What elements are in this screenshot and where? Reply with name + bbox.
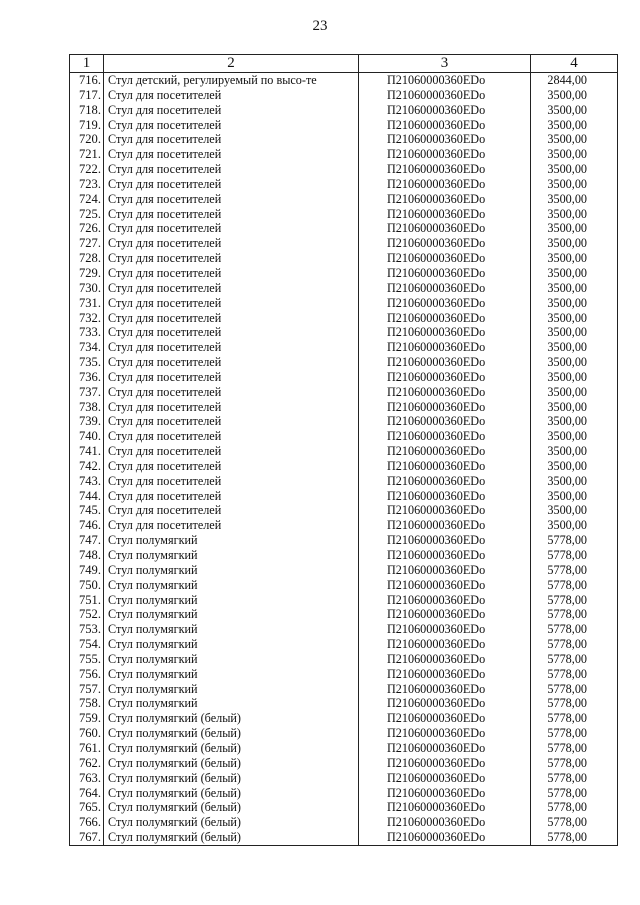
- table-row: [70, 667, 618, 682]
- item-code: П21060000360EDo: [359, 414, 531, 429]
- table-row: [70, 474, 618, 489]
- item-code: П21060000360EDo: [359, 207, 531, 222]
- item-price: 5778,00: [531, 667, 618, 682]
- item-name: Стул полумягкий: [104, 682, 359, 697]
- item-name: Стул полумягкий (белый): [104, 741, 359, 756]
- item-code: П21060000360EDo: [359, 444, 531, 459]
- item-name: Стул для посетителей: [104, 177, 359, 192]
- table-row: [70, 800, 618, 815]
- row-number: 717.: [70, 88, 104, 103]
- item-name: Стул полумягкий (белый): [104, 800, 359, 815]
- table-row: [70, 266, 618, 281]
- table-row: [70, 429, 618, 444]
- row-number: 754.: [70, 637, 104, 652]
- column-header-2: 2: [104, 55, 359, 73]
- item-price: 3500,00: [531, 118, 618, 133]
- item-price: 2844,00: [531, 73, 618, 88]
- item-code: П21060000360EDo: [359, 503, 531, 518]
- item-code: П21060000360EDo: [359, 296, 531, 311]
- item-code: П21060000360EDo: [359, 147, 531, 162]
- item-code: П21060000360EDo: [359, 325, 531, 340]
- table-body: [70, 73, 618, 846]
- table-row: [70, 548, 618, 563]
- item-price: 3500,00: [531, 444, 618, 459]
- item-code: П21060000360EDo: [359, 652, 531, 667]
- item-price: 3500,00: [531, 518, 618, 533]
- item-price: 3500,00: [531, 236, 618, 251]
- item-code: П21060000360EDo: [359, 741, 531, 756]
- item-code: П21060000360EDo: [359, 800, 531, 815]
- table-row: [70, 711, 618, 726]
- row-number: 732.: [70, 311, 104, 326]
- item-name: Стул полумягкий: [104, 637, 359, 652]
- item-price: 5778,00: [531, 711, 618, 726]
- item-price: 3500,00: [531, 340, 618, 355]
- item-name: Стул для посетителей: [104, 355, 359, 370]
- table-row: [70, 103, 618, 118]
- item-name: Стул для посетителей: [104, 192, 359, 207]
- row-number: 720.: [70, 132, 104, 147]
- row-number: 767.: [70, 830, 104, 845]
- item-name: Стул для посетителей: [104, 221, 359, 236]
- table-row: [70, 221, 618, 236]
- table-row: [70, 771, 618, 786]
- item-name: Стул для посетителей: [104, 385, 359, 400]
- item-price: 3500,00: [531, 311, 618, 326]
- row-number: 727.: [70, 236, 104, 251]
- row-number: 757.: [70, 682, 104, 697]
- item-name: Стул для посетителей: [104, 236, 359, 251]
- row-number: 746.: [70, 518, 104, 533]
- item-price: 5778,00: [531, 726, 618, 741]
- row-number: 739.: [70, 414, 104, 429]
- item-name: Стул полумягкий: [104, 652, 359, 667]
- item-code: П21060000360EDo: [359, 429, 531, 444]
- row-number: 730.: [70, 281, 104, 296]
- item-name: Стул для посетителей: [104, 147, 359, 162]
- table-row: [70, 207, 618, 222]
- item-code: П21060000360EDo: [359, 563, 531, 578]
- item-name: Стул для посетителей: [104, 88, 359, 103]
- item-name: Стул для посетителей: [104, 429, 359, 444]
- item-code: П21060000360EDo: [359, 251, 531, 266]
- row-number: 753.: [70, 622, 104, 637]
- row-number: 719.: [70, 118, 104, 133]
- row-number: 744.: [70, 489, 104, 504]
- item-price: 3500,00: [531, 474, 618, 489]
- item-code: П21060000360EDo: [359, 711, 531, 726]
- item-name: Стул для посетителей: [104, 296, 359, 311]
- table-row: [70, 132, 618, 147]
- item-name: Стул для посетителей: [104, 340, 359, 355]
- table-row: [70, 637, 618, 652]
- item-name: Стул полумягкий: [104, 622, 359, 637]
- item-price: 5778,00: [531, 607, 618, 622]
- item-code: П21060000360EDo: [359, 118, 531, 133]
- table-row: [70, 340, 618, 355]
- item-price: 3500,00: [531, 414, 618, 429]
- table-row: [70, 88, 618, 103]
- row-number: 734.: [70, 340, 104, 355]
- item-name: Стул полумягкий (белый): [104, 830, 359, 845]
- item-name: Стул для посетителей: [104, 118, 359, 133]
- row-number: 726.: [70, 221, 104, 236]
- item-code: П21060000360EDo: [359, 726, 531, 741]
- item-code: П21060000360EDo: [359, 162, 531, 177]
- item-price: 3500,00: [531, 355, 618, 370]
- item-name: Стул для посетителей: [104, 311, 359, 326]
- row-number: 764.: [70, 786, 104, 801]
- row-number: 752.: [70, 607, 104, 622]
- row-number: 724.: [70, 192, 104, 207]
- item-price: 3500,00: [531, 88, 618, 103]
- item-code: П21060000360EDo: [359, 578, 531, 593]
- item-price: 3500,00: [531, 385, 618, 400]
- item-price: 3500,00: [531, 103, 618, 118]
- item-code: П21060000360EDo: [359, 667, 531, 682]
- item-code: П21060000360EDo: [359, 236, 531, 251]
- item-name: Стул для посетителей: [104, 281, 359, 296]
- table-row: [70, 459, 618, 474]
- item-code: П21060000360EDo: [359, 459, 531, 474]
- table-row: [70, 355, 618, 370]
- item-price: 5778,00: [531, 622, 618, 637]
- table-row: [70, 593, 618, 608]
- item-price: 5778,00: [531, 652, 618, 667]
- row-number: 718.: [70, 103, 104, 118]
- row-number: 733.: [70, 325, 104, 340]
- row-number: 756.: [70, 667, 104, 682]
- item-code: П21060000360EDo: [359, 682, 531, 697]
- table-row: [70, 533, 618, 548]
- item-price: 3500,00: [531, 400, 618, 415]
- table-row: [70, 830, 618, 845]
- table-row: [70, 192, 618, 207]
- row-number: 755.: [70, 652, 104, 667]
- item-name: Стул полумягкий (белый): [104, 711, 359, 726]
- item-price: 3500,00: [531, 266, 618, 281]
- item-price: 3500,00: [531, 132, 618, 147]
- item-price: 5778,00: [531, 563, 618, 578]
- row-number: 749.: [70, 563, 104, 578]
- table-row: [70, 385, 618, 400]
- row-number: 751.: [70, 593, 104, 608]
- item-name: Стул для посетителей: [104, 103, 359, 118]
- table-row: [70, 489, 618, 504]
- item-price: 5778,00: [531, 533, 618, 548]
- row-number: 759.: [70, 711, 104, 726]
- row-number: 728.: [70, 251, 104, 266]
- item-code: П21060000360EDo: [359, 355, 531, 370]
- row-number: 748.: [70, 548, 104, 563]
- item-name: Стул полумягкий (белый): [104, 786, 359, 801]
- item-price: 3500,00: [531, 192, 618, 207]
- row-number: 737.: [70, 385, 104, 400]
- item-price: 5778,00: [531, 756, 618, 771]
- item-price: 5778,00: [531, 771, 618, 786]
- column-header-3: 3: [359, 55, 531, 73]
- item-price: 3500,00: [531, 251, 618, 266]
- item-code: П21060000360EDo: [359, 815, 531, 830]
- table-row: [70, 696, 618, 711]
- item-name: Стул для посетителей: [104, 459, 359, 474]
- item-code: П21060000360EDo: [359, 637, 531, 652]
- row-number: 742.: [70, 459, 104, 474]
- item-code: П21060000360EDo: [359, 533, 531, 548]
- row-number: 766.: [70, 815, 104, 830]
- row-number: 738.: [70, 400, 104, 415]
- item-name: Стул полумягкий: [104, 548, 359, 563]
- row-number: 735.: [70, 355, 104, 370]
- table-row: [70, 756, 618, 771]
- item-price: 3500,00: [531, 489, 618, 504]
- table-row: [70, 622, 618, 637]
- item-code: П21060000360EDo: [359, 756, 531, 771]
- item-code: П21060000360EDo: [359, 474, 531, 489]
- table-row: [70, 162, 618, 177]
- item-price: 3500,00: [531, 429, 618, 444]
- item-name: Стул полумягкий: [104, 696, 359, 711]
- item-name: Стул для посетителей: [104, 325, 359, 340]
- item-name: Стул для посетителей: [104, 400, 359, 415]
- row-number: 758.: [70, 696, 104, 711]
- item-code: П21060000360EDo: [359, 311, 531, 326]
- table-row: [70, 177, 618, 192]
- table-row: [70, 400, 618, 415]
- item-name: Стул полумягкий: [104, 533, 359, 548]
- item-code: П21060000360EDo: [359, 548, 531, 563]
- item-price: 5778,00: [531, 682, 618, 697]
- table-row: [70, 147, 618, 162]
- item-name: Стул полумягкий: [104, 593, 359, 608]
- row-number: 763.: [70, 771, 104, 786]
- row-number: 722.: [70, 162, 104, 177]
- item-name: Стул полумягкий: [104, 607, 359, 622]
- row-number: 723.: [70, 177, 104, 192]
- item-code: П21060000360EDo: [359, 593, 531, 608]
- item-code: П21060000360EDo: [359, 281, 531, 296]
- table-row: [70, 563, 618, 578]
- table-row: [70, 296, 618, 311]
- item-code: П21060000360EDo: [359, 132, 531, 147]
- item-name: Стул для посетителей: [104, 207, 359, 222]
- item-price: 5778,00: [531, 830, 618, 845]
- item-name: Стул для посетителей: [104, 444, 359, 459]
- table-row: [70, 251, 618, 266]
- table-row: [70, 73, 618, 88]
- item-price: 3500,00: [531, 281, 618, 296]
- item-name: Стул для посетителей: [104, 518, 359, 533]
- row-number: 741.: [70, 444, 104, 459]
- item-name: Стул полумягкий: [104, 667, 359, 682]
- item-name: Стул полумягкий: [104, 563, 359, 578]
- table-header: [70, 55, 618, 73]
- row-number: 760.: [70, 726, 104, 741]
- item-price: 3500,00: [531, 325, 618, 340]
- item-code: П21060000360EDo: [359, 786, 531, 801]
- inventory-table-container: [69, 54, 617, 846]
- row-number: 716.: [70, 73, 104, 88]
- item-code: П21060000360EDo: [359, 489, 531, 504]
- item-name: Стул для посетителей: [104, 414, 359, 429]
- table-row: [70, 815, 618, 830]
- inventory-table: [69, 54, 618, 846]
- row-number: 745.: [70, 503, 104, 518]
- item-name: Стул для посетителей: [104, 474, 359, 489]
- table-row: [70, 652, 618, 667]
- item-code: П21060000360EDo: [359, 221, 531, 236]
- table-row: [70, 414, 618, 429]
- row-number: 750.: [70, 578, 104, 593]
- item-name: Стул для посетителей: [104, 132, 359, 147]
- table-row: [70, 786, 618, 801]
- item-code: П21060000360EDo: [359, 192, 531, 207]
- table-row: [70, 503, 618, 518]
- item-name: Стул для посетителей: [104, 162, 359, 177]
- column-header-4: 4: [531, 55, 618, 73]
- item-name: Стул для посетителей: [104, 266, 359, 281]
- item-name: Стул для посетителей: [104, 251, 359, 266]
- row-number: 731.: [70, 296, 104, 311]
- row-number: 761.: [70, 741, 104, 756]
- table-row: [70, 741, 618, 756]
- item-code: П21060000360EDo: [359, 696, 531, 711]
- header-row: [70, 55, 618, 73]
- item-price: 3500,00: [531, 177, 618, 192]
- item-code: П21060000360EDo: [359, 177, 531, 192]
- item-price: 3500,00: [531, 370, 618, 385]
- table-row: [70, 726, 618, 741]
- table-row: [70, 236, 618, 251]
- item-price: 3500,00: [531, 459, 618, 474]
- row-number: 729.: [70, 266, 104, 281]
- row-number: 740.: [70, 429, 104, 444]
- item-name: Стул полумягкий (белый): [104, 726, 359, 741]
- item-price: 5778,00: [531, 800, 618, 815]
- item-code: П21060000360EDo: [359, 340, 531, 355]
- table-row: [70, 370, 618, 385]
- table-row: [70, 518, 618, 533]
- item-price: 3500,00: [531, 503, 618, 518]
- row-number: 743.: [70, 474, 104, 489]
- item-price: 5778,00: [531, 786, 618, 801]
- table-row: [70, 444, 618, 459]
- table-row: [70, 578, 618, 593]
- row-number: 765.: [70, 800, 104, 815]
- item-name: Стул полумягкий: [104, 578, 359, 593]
- item-name: Стул полумягкий (белый): [104, 756, 359, 771]
- item-code: П21060000360EDo: [359, 400, 531, 415]
- table-row: [70, 118, 618, 133]
- row-number: 721.: [70, 147, 104, 162]
- item-code: П21060000360EDo: [359, 266, 531, 281]
- item-name: Стул детский, регулируемый по высо-те: [104, 73, 359, 88]
- item-name: Стул для посетителей: [104, 489, 359, 504]
- row-number: 747.: [70, 533, 104, 548]
- item-price: 3500,00: [531, 147, 618, 162]
- item-price: 5778,00: [531, 578, 618, 593]
- item-code: П21060000360EDo: [359, 771, 531, 786]
- item-price: 5778,00: [531, 593, 618, 608]
- item-name: Стул полумягкий (белый): [104, 771, 359, 786]
- item-price: 3500,00: [531, 207, 618, 222]
- row-number: 725.: [70, 207, 104, 222]
- item-code: П21060000360EDo: [359, 103, 531, 118]
- item-code: П21060000360EDo: [359, 88, 531, 103]
- item-code: П21060000360EDo: [359, 73, 531, 88]
- page-number: 23: [312, 18, 328, 34]
- item-name: Стул полумягкий (белый): [104, 815, 359, 830]
- item-price: 5778,00: [531, 815, 618, 830]
- item-price: 3500,00: [531, 162, 618, 177]
- item-price: 3500,00: [531, 296, 618, 311]
- row-number: 736.: [70, 370, 104, 385]
- item-code: П21060000360EDo: [359, 518, 531, 533]
- table-row: [70, 281, 618, 296]
- item-code: П21060000360EDo: [359, 607, 531, 622]
- item-code: П21060000360EDo: [359, 830, 531, 845]
- item-code: П21060000360EDo: [359, 385, 531, 400]
- item-price: 5778,00: [531, 741, 618, 756]
- item-name: Стул для посетителей: [104, 503, 359, 518]
- table-row: [70, 311, 618, 326]
- table-row: [70, 607, 618, 622]
- item-code: П21060000360EDo: [359, 370, 531, 385]
- column-header-1: 1: [70, 55, 104, 73]
- item-name: Стул для посетителей: [104, 370, 359, 385]
- item-code: П21060000360EDo: [359, 622, 531, 637]
- item-price: 3500,00: [531, 221, 618, 236]
- item-price: 5778,00: [531, 696, 618, 711]
- table-row: [70, 682, 618, 697]
- table-row: [70, 325, 618, 340]
- row-number: 762.: [70, 756, 104, 771]
- item-price: 5778,00: [531, 637, 618, 652]
- item-price: 5778,00: [531, 548, 618, 563]
